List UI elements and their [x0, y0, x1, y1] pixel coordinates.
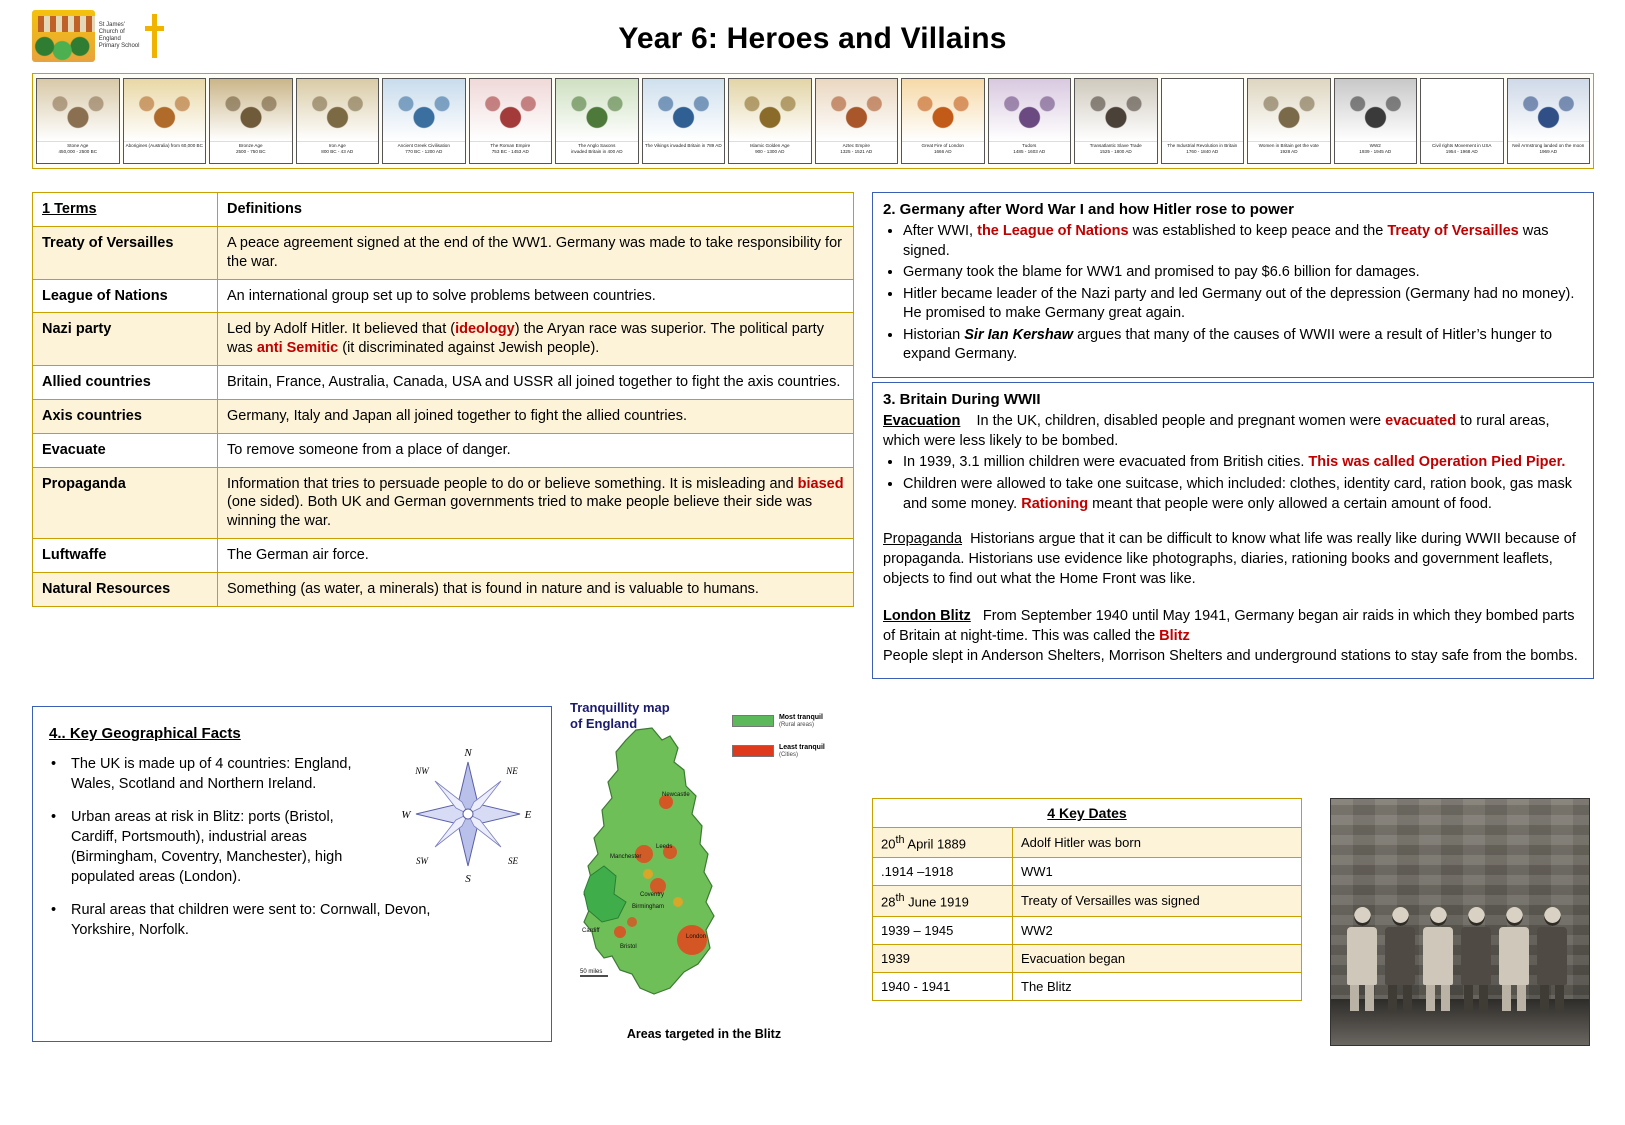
legend-label: Least tranquil	[778, 744, 825, 752]
event-cell: Evacuation began	[1013, 944, 1302, 972]
timeline-card	[1161, 78, 1245, 164]
timeline-image	[210, 79, 292, 141]
timeline-caption: Transatlantic Slave Trade 1525 - 1800 AD	[1075, 141, 1157, 163]
timeline-image	[1508, 79, 1590, 141]
evacuation-paragraph: Evacuation In the UK, children, disabled people and pregnant women were evacuated to rural areas, which were less likely to be bombed.	[883, 413, 1550, 449]
timeline-image	[989, 79, 1071, 141]
date-cell: 1939 – 1945	[873, 916, 1013, 944]
svg-text:SE: SE	[508, 856, 518, 866]
compass-rose-icon	[393, 739, 543, 889]
timeline-caption: Tudors 1485 - 1603 AD	[989, 141, 1071, 163]
section-2-panel	[872, 192, 1594, 378]
legend-swatch-least-tranquil	[732, 745, 774, 757]
timeline-caption: Iron Age 800 BC - 43 AD	[297, 141, 379, 163]
school-crest-icon	[32, 10, 95, 62]
school-logo-text: St James' Church of England Primary School	[98, 22, 140, 49]
table-row	[33, 467, 854, 539]
list-item: • After WWI, the League of Nations was established to keep peace and the Treaty of Versailles was signed.	[903, 222, 1583, 261]
definition-cell: A peace agreement signed at the end of the WW1. Germany was made to take responsibility for the war.	[218, 226, 854, 279]
map-title: Tranquillity map of England	[570, 700, 670, 731]
timeline-image	[729, 79, 811, 141]
date-cell: 1940 - 1941	[873, 972, 1013, 1000]
table-row	[33, 539, 854, 573]
timeline-strip	[32, 73, 1594, 169]
term-cell: Axis countries	[33, 399, 218, 433]
event-cell: WW1	[1013, 858, 1302, 886]
timeline-card	[469, 78, 553, 164]
school-logo	[32, 8, 162, 64]
svg-text:London: London	[686, 934, 707, 940]
evacuee-children-photo	[1330, 798, 1590, 1046]
table-row	[33, 433, 854, 467]
legend-item	[732, 714, 832, 728]
geo-fact: • Rural areas that children were sent to: Cornwall, Devon, Yorkshire, Norfolk.	[49, 900, 469, 940]
blitz-paragraph: London Blitz From September 1940 until May 1941, Germany began air raids in which they bombed parts of Britain at night-time. This was called the Blitz People slept in Anderson Shelters, Morrison Shelters and underground stations to stay safe from the bombs.	[883, 608, 1578, 664]
term-cell: Propaganda	[33, 467, 218, 539]
photo-child	[1383, 907, 1417, 1011]
timeline-image	[643, 79, 725, 141]
definition-cell: To remove someone from a place of danger.	[218, 433, 854, 467]
timeline-caption: Bronze Age 2500 - 750 BC	[210, 141, 292, 163]
terms-table	[32, 192, 854, 607]
section-4-panel	[32, 706, 552, 1042]
timeline-image	[470, 79, 552, 141]
timeline-image	[37, 79, 119, 141]
table-header-row	[33, 193, 854, 227]
table-row	[33, 366, 854, 400]
timeline-image	[1248, 79, 1330, 141]
timeline-card	[728, 78, 812, 164]
definition-cell: An international group set up to solve problems between countries.	[218, 279, 854, 313]
timeline-image	[124, 79, 206, 141]
blitz-text-2: People slept in Anderson Shelters, Morrison Shelters and underground stations to stay safe from the bombs.	[883, 647, 1578, 664]
geo-fact: • The UK is made up of 4 countries: England, Wales, Scotland and Northern Ireland.	[49, 754, 369, 794]
list-item: • Germany took the blame for WW1 and promised to pay $6.6 billion for damages.	[903, 263, 1583, 283]
term-cell: Evacuate	[33, 433, 218, 467]
date-cell: 20th April 1889	[873, 828, 1013, 858]
definition-cell: Germany, Italy and Japan all joined together to fight the allied countries.	[218, 399, 854, 433]
timeline-card	[815, 78, 899, 164]
timeline-image	[1075, 79, 1157, 141]
propaganda-paragraph	[883, 530, 1583, 589]
timeline-caption: The Anglo Saxons invaded Britain in 400 AD	[556, 141, 638, 163]
terms-panel	[32, 192, 854, 607]
section-4-title: 4.. Key Geographical Facts	[49, 725, 241, 742]
legend-label: Most tranquil	[778, 714, 823, 721]
event-cell: WW2	[1013, 916, 1302, 944]
timeline-caption: Aztec Empire 1325 - 1521 AD	[816, 141, 898, 163]
svg-text:NW: NW	[415, 766, 429, 776]
legend-swatch-most-tranquil	[732, 715, 774, 727]
definition-cell: Information that tries to persuade people to do or believe something. It is misleading and biased (one sided). Both UK and German governments tried to make people believe their side was winning the war.	[218, 467, 854, 539]
timeline-card	[642, 78, 726, 164]
propaganda-text: Historians argue that it can be difficult to know what life was really like during WWII because of propaganda. Historians use evidence like photographs, diaries, rationing books and government leaflets, objects to find out what the Home Front was like.	[883, 531, 1576, 587]
timeline-card	[382, 78, 466, 164]
timeline-caption: The Vikings invaded Britain in 789 AD	[643, 141, 725, 163]
table-row	[873, 858, 1302, 886]
svg-text:SW: SW	[416, 856, 428, 866]
section-3-bullets	[883, 453, 1583, 514]
event-cell: Treaty of Versailles was signed	[1013, 886, 1302, 916]
table-row	[33, 279, 854, 313]
timeline-card	[1074, 78, 1158, 164]
timeline-card	[555, 78, 639, 164]
term-cell: Treaty of Versailles	[33, 226, 218, 279]
timeline-card	[209, 78, 293, 164]
table-row	[873, 828, 1302, 858]
svg-text:N: N	[464, 747, 472, 759]
blitz-label: London Blitz	[883, 608, 971, 625]
page-title: Year 6: Heroes and Villains	[618, 22, 1007, 55]
svg-text:S: S	[465, 873, 471, 885]
list-item: • Hitler became leader of the Nazi party and led Germany out of the depression (Germany had no money). He promised to make Germany great again.	[903, 285, 1583, 324]
timeline-card	[123, 78, 207, 164]
timeline-caption: Great Fire of London 1666 AD	[902, 141, 984, 163]
table-row	[33, 572, 854, 606]
timeline-card	[901, 78, 985, 164]
event-cell: Adolf Hitler was born	[1013, 828, 1302, 858]
timeline-card	[36, 78, 120, 164]
svg-text:Birmingham: Birmingham	[632, 904, 665, 910]
timeline-image	[1335, 79, 1417, 141]
key-dates-table	[872, 798, 1302, 1001]
table-row	[33, 226, 854, 279]
term-cell: Allied countries	[33, 366, 218, 400]
map-caption: Areas targeted in the Blitz	[626, 1027, 782, 1041]
event-cell: The Blitz	[1013, 972, 1302, 1000]
section-3-panel	[872, 382, 1594, 679]
timeline-image	[297, 79, 379, 141]
timeline-caption: Islamic Golden Age 900 - 1300 AD	[729, 141, 811, 163]
definition-cell: Led by Adolf Hitler. It believed that (ideology) the Aryan race was superior. The political party was anti Semitic (it discriminated against Jewish people).	[218, 313, 854, 366]
table-header-row	[873, 799, 1302, 828]
terms-col-header: 1 Terms	[33, 193, 218, 227]
svg-text:Bristol: Bristol	[620, 944, 637, 950]
tranquillity-map	[570, 700, 838, 1045]
definition-cell: The German air force.	[218, 539, 854, 573]
table-row	[33, 313, 854, 366]
timeline-card	[1420, 78, 1504, 164]
timeline-image	[1421, 79, 1503, 141]
legend-sub: (Rural areas)	[778, 721, 814, 728]
section-2-title: 2. Germany after Word War I and how Hitler rose to power	[883, 201, 1294, 218]
timeline-caption: The Roman Empire 753 BC - 1453 AD	[470, 141, 552, 163]
photo-child	[1421, 907, 1455, 1011]
date-cell: 28th June 1919	[873, 886, 1013, 916]
timeline-card	[988, 78, 1072, 164]
evacuation-label: Evacuation	[883, 413, 961, 429]
photo-child	[1459, 907, 1493, 1011]
timeline-image	[816, 79, 898, 141]
term-cell: Nazi party	[33, 313, 218, 366]
term-cell: Luftwaffe	[33, 539, 218, 573]
timeline-caption: Women in Britain get the vote 1928 AD	[1248, 141, 1330, 163]
svg-text:Newcastle: Newcastle	[662, 792, 690, 798]
definition-cell: Britain, France, Australia, Canada, USA and USSR all joined together to fight the axis countries.	[218, 366, 854, 400]
svg-text:Coventry: Coventry	[640, 892, 665, 898]
timeline-card	[1507, 78, 1591, 164]
legend-sub: (Cities)	[778, 751, 798, 758]
svg-text:Leeds: Leeds	[656, 844, 673, 850]
photo-child	[1497, 907, 1531, 1011]
svg-text:Manchester: Manchester	[610, 854, 642, 860]
map-legend	[732, 714, 832, 775]
cross-icon	[144, 12, 162, 60]
term-cell: Natural Resources	[33, 572, 218, 606]
timeline-image	[383, 79, 465, 141]
propaganda-label: Propaganda	[883, 531, 963, 548]
timeline-image	[902, 79, 984, 141]
date-cell: 1939	[873, 944, 1013, 972]
table-row	[873, 916, 1302, 944]
timeline-card	[1334, 78, 1418, 164]
page-header	[0, 0, 1625, 70]
table-row	[873, 886, 1302, 916]
photo-child	[1535, 907, 1569, 1011]
list-item: • Children were allowed to take one suitcase, which included: clothes, identity card, ration book, gas mask and some money. Rationing meant that people were only allowed a certain amount of food.	[903, 475, 1583, 514]
svg-text:W: W	[401, 809, 411, 821]
table-row	[33, 399, 854, 433]
timeline-caption: WW2 1939 - 1945 AD	[1335, 141, 1417, 163]
timeline-caption: Neil Armstrong landed on the moon 1969 AD	[1508, 141, 1590, 163]
table-row	[873, 944, 1302, 972]
timeline-caption: Civil rights Movement in USA 1954 - 1968 AD	[1421, 141, 1503, 163]
timeline-image	[1162, 79, 1244, 141]
svg-text:Cardiff: Cardiff	[582, 928, 600, 934]
list-item: • Historian Sir Ian Kershaw argues that many of the causes of WWII were a result of Hitler’s hunger to expand Germany.	[903, 326, 1583, 365]
timeline-card	[296, 78, 380, 164]
timeline-image	[556, 79, 638, 141]
term-cell: League of Nations	[33, 279, 218, 313]
svg-text:50 miles: 50 miles	[580, 969, 603, 975]
legend-item	[732, 744, 832, 758]
table-row	[873, 972, 1302, 1000]
definition-cell: Something (as water, a minerals) that is found in nature and is valuable to humans.	[218, 572, 854, 606]
photo-child	[1345, 907, 1379, 1011]
svg-text:NE: NE	[506, 766, 518, 776]
key-dates-panel	[872, 798, 1302, 1001]
timeline-caption: Stone Age 450,000 - 2500 BC	[37, 141, 119, 163]
timeline-caption: The Industrial Revolution in Britain 1760 - 1840 AD	[1162, 141, 1244, 163]
svg-text:E: E	[524, 809, 532, 821]
timeline-caption: Ancient Greek Civilisation 770 BC - 1200 AD	[383, 141, 465, 163]
england-map-graphic	[574, 726, 734, 1026]
definitions-col-header: Definitions	[218, 193, 854, 227]
section-2-bullets	[883, 222, 1583, 365]
key-dates-title: 4 Key Dates	[873, 799, 1302, 828]
timeline-card	[1247, 78, 1331, 164]
list-item: • In 1939, 3.1 million children were evacuated from British cities. This was called Operation Pied Piper.	[903, 453, 1583, 473]
map-scale-bar	[580, 969, 608, 976]
section-3-title: 3. Britain During WWII	[883, 391, 1041, 408]
geo-fact: • Urban areas at risk in Blitz: ports (Bristol, Cardiff, Portsmouth), industrial areas (Birmingham, Coventry, Manchester), high populated areas (London).	[49, 807, 379, 887]
timeline-caption: Aborigines (Australia) from 60,000 BC	[124, 141, 206, 163]
date-cell: .1914 –1918	[873, 858, 1013, 886]
